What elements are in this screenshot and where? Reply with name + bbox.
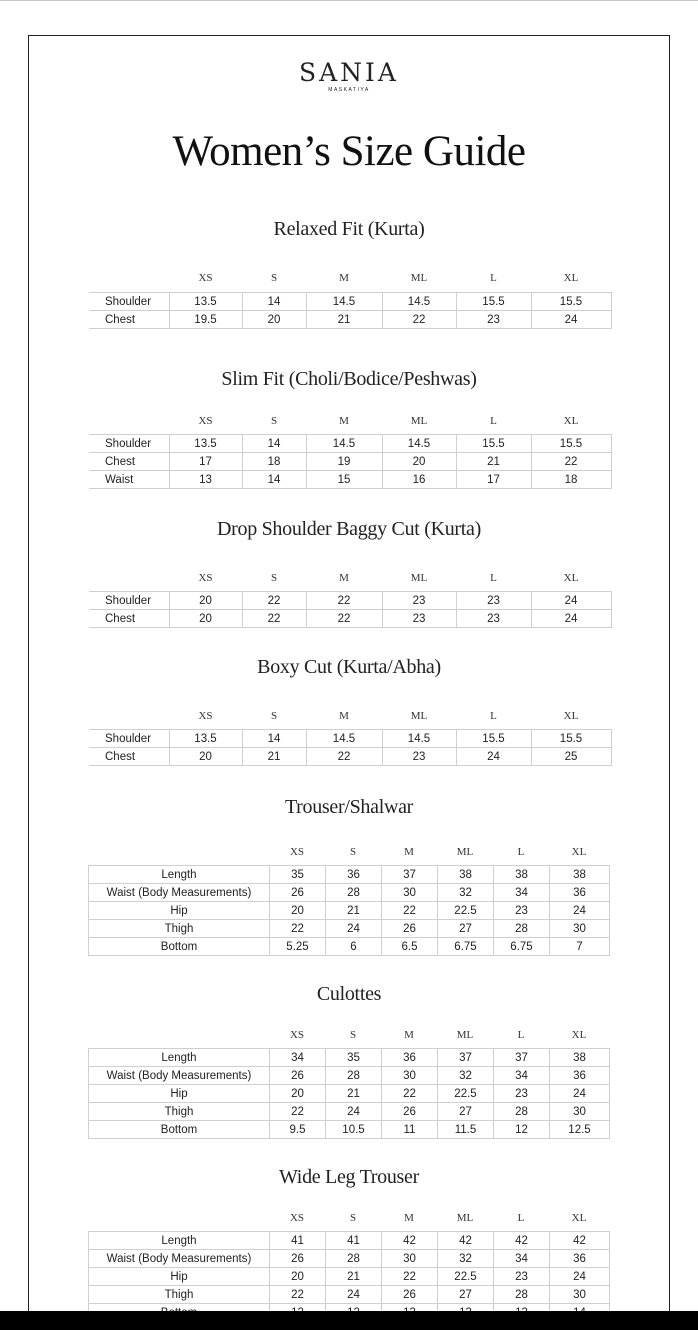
measurement-value: 34 [494,1067,550,1085]
measurement-value: 23 [456,610,531,628]
table-row [89,730,611,748]
measurement-value: 21 [242,748,306,766]
measurement-value: 27 [438,920,494,938]
measurement-value: 13 [169,471,242,489]
measurement-value: 38 [494,866,550,884]
section-title-trouser-shalwar: Trouser/Shalwar [284,796,414,818]
measurement-value: 25 [531,748,611,766]
measurement-value: 20 [270,1085,326,1103]
size-header: ML [410,272,428,284]
measurement-label: Hip [89,902,270,920]
measurement-value: 20 [270,902,326,920]
measurement-value: 37 [438,1049,494,1067]
measurement-value: 41 [326,1232,382,1250]
measurement-label: Bottom [89,1121,270,1139]
measurement-value: 13.5 [169,730,242,748]
measurement-value: 28 [326,1250,382,1268]
table-row [89,902,610,920]
measurement-value: 30 [550,1286,610,1304]
table-row [89,1067,610,1085]
measurement-label: Waist (Body Measurements) [89,1067,270,1085]
measurement-value: 34 [494,1250,550,1268]
measurement-value: 41 [270,1232,326,1250]
measurement-value: 38 [438,866,494,884]
measurement-value: 13.5 [169,293,242,311]
size-header: ML [410,415,428,427]
measurement-value: 26 [270,884,326,902]
measurement-value: 23 [494,1085,550,1103]
measurement-value: 32 [438,1067,494,1085]
measurement-value: 22 [531,453,611,471]
measurement-value: 23 [382,592,456,610]
measurement-value: 15 [306,471,382,489]
measurement-label: Hip [89,1085,270,1103]
measurement-value: 26 [382,920,438,938]
measurement-label: Shoulder [89,293,169,311]
measurement-value: 22 [306,748,382,766]
measurement-value: 37 [382,866,438,884]
size-header: XL [563,272,579,284]
measurement-value: 14 [242,435,306,453]
size-table-trouser-shalwar [88,865,610,956]
brand-logo-subtitle: MASKATIYA [328,87,370,93]
table-row [89,1250,610,1268]
measurement-label: Shoulder [89,730,169,748]
measurement-label: Chest [89,748,169,766]
measurement-value: 22 [382,311,456,329]
measurement-value: 14.5 [382,435,456,453]
size-guide-sheet [28,35,670,1326]
measurement-value: 34 [270,1049,326,1067]
table-row [89,592,611,610]
measurement-value: 36 [550,1067,610,1085]
measurement-value: 23 [382,748,456,766]
measurement-value: 24 [550,1085,610,1103]
size-header: XS [289,1029,305,1041]
measurement-value: 38 [550,1049,610,1067]
measurement-value: 24 [326,920,382,938]
measurement-value: 24 [550,1268,610,1286]
table-row [89,884,610,902]
measurement-value: 22 [306,610,382,628]
size-header: ML [456,1029,474,1041]
measurement-value: 9.5 [270,1121,326,1139]
measurement-value: 36 [326,866,382,884]
measurement-value: 26 [270,1250,326,1268]
measurement-value: 23 [456,592,531,610]
measurement-value: 28 [326,884,382,902]
measurement-value: 20 [270,1268,326,1286]
section-title-drop-shoulder-baggy-cut-kurta: Drop Shoulder Baggy Cut (Kurta) [217,518,481,540]
measurement-value: 24 [531,311,611,329]
measurement-value: 15.5 [456,435,531,453]
table-row [89,1085,610,1103]
measurement-value: 23 [382,610,456,628]
size-header: S [349,1212,357,1224]
measurement-value: 5.25 [270,938,326,956]
measurement-label: Shoulder [89,435,169,453]
size-header: ML [456,846,474,858]
table-row [89,1121,610,1139]
size-header: XS [289,1212,305,1224]
table-row [89,471,611,489]
measurement-value: 14.5 [382,293,456,311]
measurement-value: 22 [382,1268,438,1286]
measurement-value: 14.5 [306,435,382,453]
measurement-value: 17 [169,453,242,471]
size-header: XL [563,710,579,722]
page-title: Women’s Size Guide [172,128,526,175]
size-table-slim-fit-choli-bodice-peshwas [89,434,612,489]
measurement-label: Length [89,1049,270,1067]
measurement-value: 19 [306,453,382,471]
measurement-value: 30 [382,1250,438,1268]
size-header: M [404,846,414,858]
measurement-value: 18 [242,453,306,471]
measurement-value: 19.5 [169,311,242,329]
measurement-value: 22.5 [438,1268,494,1286]
measurement-value: 12 [494,1121,550,1139]
measurement-value: 22 [306,592,382,610]
measurement-label: Bottom [89,938,270,956]
measurement-value: 26 [382,1103,438,1121]
measurement-value: 14.5 [306,730,382,748]
size-header: S [270,710,278,722]
measurement-value: 24 [550,902,610,920]
size-header: M [404,1029,414,1041]
measurement-value: 12.5 [550,1121,610,1139]
size-header: XL [571,846,587,858]
measurement-value: 34 [494,884,550,902]
measurement-value: 14.5 [382,730,456,748]
measurement-value: 35 [326,1049,382,1067]
size-header: L [490,415,497,427]
size-header: L [517,1212,525,1224]
measurement-value: 28 [494,920,550,938]
measurement-value: 20 [169,748,242,766]
measurement-label: Chest [89,311,169,329]
measurement-value: 23 [494,902,550,920]
measurement-value: 37 [494,1049,550,1067]
measurement-value: 6.5 [382,938,438,956]
measurement-value: 36 [550,884,610,902]
size-header: ML [410,710,428,722]
measurement-value: 35 [270,866,326,884]
size-header: XS [198,272,213,284]
measurement-value: 23 [456,311,531,329]
size-header: L [490,272,497,284]
measurement-value: 22 [242,592,306,610]
size-header: M [339,272,349,284]
size-header: S [270,572,278,584]
measurement-label: Length [89,1232,270,1250]
measurement-value: 15.5 [531,435,611,453]
measurement-label: Waist (Body Measurements) [89,884,270,902]
size-header: ML [410,572,428,584]
measurement-value: 27 [438,1103,494,1121]
measurement-value: 42 [494,1232,550,1250]
measurement-value: 30 [550,1103,610,1121]
top-divider [0,0,698,1]
size-header: XS [289,846,305,858]
measurement-value: 6.75 [494,938,550,956]
measurement-value: 28 [494,1286,550,1304]
measurement-value: 28 [326,1067,382,1085]
measurement-label: Chest [89,453,169,471]
measurement-value: 7 [550,938,610,956]
measurement-value: 38 [550,866,610,884]
measurement-value: 20 [382,453,456,471]
measurement-value: 13.5 [169,435,242,453]
measurement-value: 11.5 [438,1121,494,1139]
size-header: M [339,572,349,584]
table-row [89,1049,610,1067]
size-header: XL [571,1029,587,1041]
measurement-value: 27 [438,1286,494,1304]
size-header: M [404,1212,414,1224]
table-row [89,866,610,884]
size-header: ML [456,1212,474,1224]
measurement-value: 32 [438,1250,494,1268]
table-row [89,1268,610,1286]
measurement-value: 21 [326,902,382,920]
table-row [89,748,611,766]
measurement-value: 26 [382,1286,438,1304]
section-title-slim-fit-choli-bodice-peshwas: Slim Fit (Choli/Bodice/Peshwas) [221,368,477,390]
size-header: S [349,1029,357,1041]
table-row [89,453,611,471]
measurement-value: 42 [550,1232,610,1250]
size-header: S [270,415,278,427]
measurement-value: 20 [169,592,242,610]
measurement-value: 15.5 [456,293,531,311]
measurement-value: 23 [494,1268,550,1286]
measurement-value: 15.5 [531,730,611,748]
measurement-value: 42 [382,1232,438,1250]
table-row [89,435,611,453]
measurement-value: 21 [306,311,382,329]
measurement-value: 22 [270,1286,326,1304]
size-header: S [349,846,357,858]
table-row [89,920,610,938]
measurement-value: 22.5 [438,1085,494,1103]
measurement-value: 6.75 [438,938,494,956]
table-row [89,938,610,956]
measurement-label: Waist (Body Measurements) [89,1250,270,1268]
measurement-value: 21 [456,453,531,471]
measurement-value: 26 [270,1067,326,1085]
measurement-value: 22 [382,1085,438,1103]
measurement-value: 14.5 [306,293,382,311]
measurement-value: 22 [270,920,326,938]
measurement-value: 10.5 [326,1121,382,1139]
size-header: L [490,710,497,722]
size-table-wide-leg-trouser [88,1231,610,1322]
size-header: M [339,415,349,427]
measurement-label: Thigh [89,1103,270,1121]
measurement-value: 21 [326,1268,382,1286]
table-row [89,1286,610,1304]
measurement-value: 30 [382,884,438,902]
section-title-culottes: Culottes [316,983,382,1005]
size-header: XL [571,1212,587,1224]
measurement-value: 42 [438,1232,494,1250]
measurement-value: 28 [494,1103,550,1121]
measurement-value: 17 [456,471,531,489]
measurement-value: 15.5 [531,293,611,311]
measurement-value: 20 [242,311,306,329]
measurement-value: 24 [531,592,611,610]
measurement-value: 15.5 [456,730,531,748]
measurement-value: 22 [270,1103,326,1121]
measurement-value: 24 [326,1286,382,1304]
measurement-label: Thigh [89,920,270,938]
measurement-value: 36 [382,1049,438,1067]
table-row [89,1103,610,1121]
measurement-label: Shoulder [89,592,169,610]
size-header: XL [563,572,579,584]
measurement-label: Chest [89,610,169,628]
measurement-value: 36 [550,1250,610,1268]
measurement-label: Hip [89,1268,270,1286]
brand-logo: SANIA [299,58,399,87]
measurement-value: 24 [326,1103,382,1121]
size-header: XL [563,415,579,427]
measurement-value: 24 [531,610,611,628]
size-header: XS [198,710,213,722]
measurement-value: 20 [169,610,242,628]
measurement-value: 18 [531,471,611,489]
measurement-value: 24 [456,748,531,766]
measurement-value: 16 [382,471,456,489]
measurement-value: 14 [242,293,306,311]
measurement-value: 22 [382,902,438,920]
measurement-value: 22 [242,610,306,628]
measurement-value: 21 [326,1085,382,1103]
measurement-label: Thigh [89,1286,270,1304]
size-table-relaxed-fit-kurta [89,292,612,329]
size-header: S [270,272,278,284]
measurement-value: 14 [242,730,306,748]
table-row [89,311,611,329]
size-table-boxy-cut-kurta-abha [89,729,612,766]
measurement-value: 11 [382,1121,438,1139]
section-title-wide-leg-trouser: Wide Leg Trouser [279,1166,419,1188]
measurement-label: Waist [89,471,169,489]
section-title-boxy-cut-kurta-abha: Boxy Cut (Kurta/Abha) [257,656,441,678]
size-header: XS [198,415,213,427]
measurement-value: 32 [438,884,494,902]
size-header: L [517,846,525,858]
table-row [89,293,611,311]
size-table-culottes [88,1048,610,1139]
measurement-value: 6 [326,938,382,956]
measurement-value: 30 [382,1067,438,1085]
size-header: XS [198,572,213,584]
table-row [89,1232,610,1250]
table-row [89,610,611,628]
section-title-relaxed-fit-kurta: Relaxed Fit (Kurta) [273,218,425,240]
measurement-label: Length [89,866,270,884]
measurement-value: 30 [550,920,610,938]
measurement-value: 14 [242,471,306,489]
size-table-drop-shoulder-baggy-cut-kurta [89,591,612,628]
bottom-black-bar [0,1311,698,1330]
size-header: L [517,1029,525,1041]
size-header: M [339,710,349,722]
measurement-value: 22.5 [438,902,494,920]
size-header: L [490,572,497,584]
